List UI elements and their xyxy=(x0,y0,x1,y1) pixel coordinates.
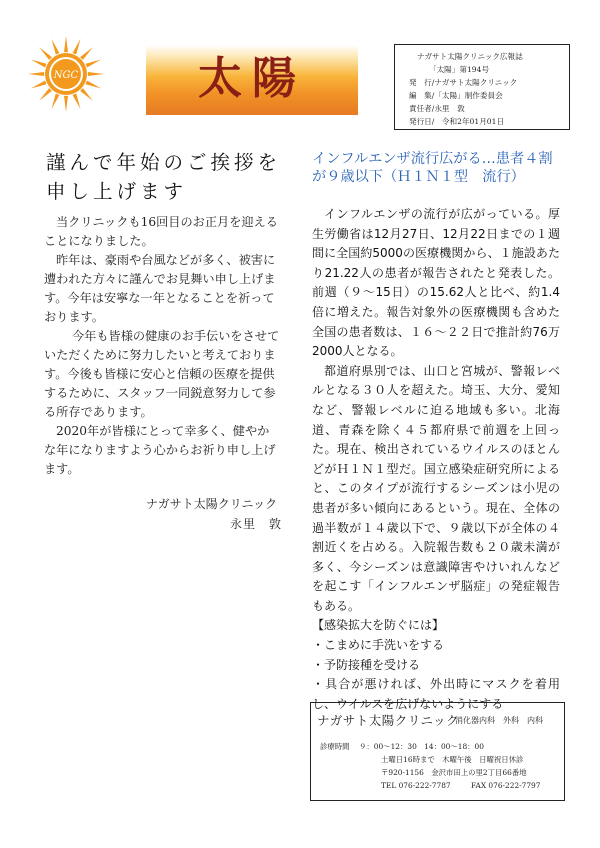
clinic-hours-label: 診療時間 xyxy=(320,742,350,751)
flu-article-body xyxy=(312,205,560,714)
info-publisher-line: ナガサト太陽クリニック広報誌 xyxy=(417,52,523,61)
logo-ray xyxy=(80,47,93,60)
newsletter-banner xyxy=(146,45,358,115)
logo-ray xyxy=(31,59,47,67)
greeting-title xyxy=(46,148,286,206)
info-responsible-line: 責任者/永里 敦 xyxy=(409,104,465,113)
greeting-paragraph: 2020年が皆様にとって幸多く、健やかな年になりますよう心からお祈り申し上げます。 xyxy=(44,424,276,476)
logo-ray xyxy=(28,72,44,76)
logo-ray xyxy=(39,47,52,60)
flu-paragraph: インフルエンザの流行が広がっている。厚生労働省は12月27日、12月22日までの１週間に全国約5000の医療機関から、１施設あたり21.22人の患者が報告されたと発表した。前週（９～15日）の15.62人と比べ、約1.4倍に増えた。報告対象外の医療機関も含めた全国の患者数は、１６～２２日で推計約76万2000人となる。 xyxy=(312,207,560,359)
prevention-item: ・具合が悪ければ、外出時にマスクを着用し、ウイルスを広げないようにする xyxy=(312,677,560,711)
logo-ray xyxy=(64,96,68,112)
publication-info-box xyxy=(394,44,570,130)
info-date-line: 発行日/ 令和2年01月01日 xyxy=(409,117,505,126)
logo-ray xyxy=(85,59,101,67)
logo-ray xyxy=(31,81,47,89)
logo-ray xyxy=(73,93,81,109)
clinic-info-box xyxy=(310,702,565,801)
greeting-body xyxy=(44,213,280,479)
logo-ray xyxy=(73,39,81,55)
greeting-title-line2: 申し上げます xyxy=(46,180,188,203)
logo-ray xyxy=(39,88,52,101)
logo-ray xyxy=(80,88,93,101)
newsletter-title: 太陽 xyxy=(198,53,306,104)
greeting-paragraph: 今年も皆様の健康のお手伝いをさせていただくために努力したいと考えております。今後も皆様に安心と信頼の医療を提供するために、スタッフ一同鋭意努力して参る所存であります。 xyxy=(44,329,280,419)
flu-article-title: インフルエンザ流行広がる…患者４割が９歳以下（Ｈ１Ｎ１型 流行） xyxy=(312,151,553,185)
logo-ray xyxy=(51,39,59,55)
logo-ray xyxy=(64,36,68,52)
prevention-heading: 【感染拡大を防ぐには】 xyxy=(312,618,445,633)
clinic-hours: ９：00～12：30 14：00～18：00 xyxy=(359,742,484,751)
clinic-logo xyxy=(26,34,106,114)
prevention-item: ・こまめに手洗いをする xyxy=(312,638,445,653)
clinic-address: 〒920-1156 金沢市田上の里2丁目66番地 xyxy=(381,768,527,777)
logo-ray xyxy=(85,81,101,89)
greeting-signature-clinic: ナガサト太陽クリニック xyxy=(146,497,278,511)
greeting-title-line1: 謹んで年始のご挨拶を xyxy=(46,151,282,174)
flu-paragraph: 都道府県別では、山口と宮城が、警報レベルとなる３０人を超えた。埼玉、大分、愛知など、警報レベルに迫る地域も多い。北海道、青森を除く４５都府県で前週を上回った。現在、検出されているウイルスのほとんどがＨ１Ｎ１型だ。国立感染症研究所によると、このタイプが流行するシーズンは小児の患者が多い傾向にあるという。現在、全体の過半数が１４歳以下で、９歳以下が全体の４割近くを占める。入院報告数も２０歳未満が多く、今シーズンは意識障害やけいれんなどを起こす「インフルエンザ脳症」の発症報告もある。 xyxy=(312,363,560,613)
greeting-signature-name: 永里 敦 xyxy=(230,517,283,531)
logo-text: NGC xyxy=(53,70,79,81)
info-issuer-line: 発 行/ナガサト太陽クリニック xyxy=(409,78,518,87)
greeting-paragraph: 当クリニックも16回目のお正月を迎えることになりました。 xyxy=(44,215,278,248)
greeting-paragraph: 昨年は、豪雨や台風などが多く、被害に遭われた方々に謹んでお見舞い申し上げます。今年は安寧な一年となることを祈っております。 xyxy=(44,253,276,324)
info-issue-line: 「太陽」第194号 xyxy=(429,65,490,74)
logo-ray xyxy=(88,72,104,76)
logo-ray xyxy=(51,93,59,109)
info-editor-line: 編 集/「太陽」制作委員会 xyxy=(409,91,503,100)
clinic-saturday-note: 土曜日16時まで 木曜午後 日曜祝日休診 xyxy=(381,755,524,764)
clinic-tel: TEL 076-222-7787 xyxy=(381,781,451,790)
clinic-fax: FAX 076-222-7797 xyxy=(471,781,541,790)
clinic-name: ナガサト太陽クリニック xyxy=(317,713,460,728)
clinic-departments: 消化器内科 外科 内科 xyxy=(455,716,543,725)
prevention-item: ・予防接種を受ける xyxy=(312,657,421,672)
